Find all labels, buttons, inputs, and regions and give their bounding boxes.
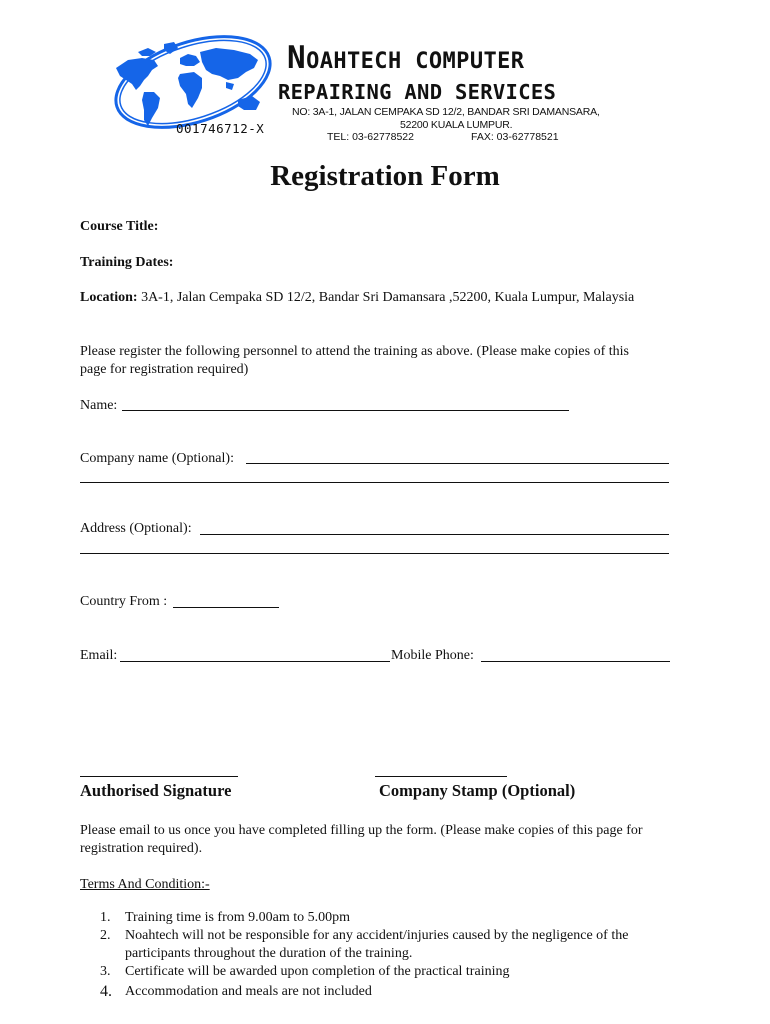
company-name-line2: REPAIRING AND SERVICES [278,80,557,104]
terms-item [80,909,700,927]
signature-line[interactable] [80,776,238,777]
terms-item-number: 2. [100,928,111,943]
terms-heading: Terms And Condition:- [80,877,210,892]
country-label: Country From : [80,594,168,609]
terms-item-number: 4. [100,983,112,1000]
company-name-rest: OAHTECH COMPUTER [306,49,525,74]
address-field-line2[interactable] [80,553,669,554]
name-label: Name: [80,398,118,413]
mobile-phone-label: Mobile Phone: [391,648,474,663]
terms-item-text: Training time is from 9.00am to 5.00pm [125,910,351,925]
company-initial: N [287,40,307,76]
terms-item-text-continued: participants throughout the duration of the training. [125,946,413,961]
terms-item-text: Certificate will be awarded upon completion of the practical training [125,964,510,979]
address-field[interactable] [200,534,669,535]
mobile-phone-field[interactable] [481,661,670,662]
company-name-field[interactable] [246,463,669,464]
location-row [80,289,634,307]
country-field[interactable] [173,607,279,608]
terms-list [80,909,700,1001]
name-field[interactable] [122,410,569,411]
terms-item-number: 1. [100,910,111,925]
company-name-label: Company name (Optional): [80,451,234,466]
signature-label: Authorised Signature [80,781,232,800]
terms-item [80,963,700,981]
terms-item [80,927,700,963]
course-title-label: Course Title: [80,219,159,234]
email-field[interactable] [120,661,390,662]
location-value: 3A-1, Jalan Cempaka SD 12/2, Bandar Sri Damansara ,52200, Kuala Lumpur, Malaysia [141,290,635,305]
closing-instruction-line1: Please email to us once you have completed filling up the form. (Please make copies of this page for [80,823,643,838]
company-stamp-line[interactable] [375,776,507,777]
email-label: Email: [80,648,118,663]
terms-item-number: 3. [100,964,111,979]
terms-item-text: Accommodation and meals are not included [125,984,372,999]
terms-item [80,983,700,1001]
company-address-line1: NO: 3A-1, JALAN CEMPAKA SD 12/2, BANDAR SRI DAMANSARA, [292,106,600,118]
company-name-line1 [287,40,524,76]
instruction-line1: Please register the following personnel to attend the training as above. (Please make copies of this [80,344,629,359]
training-dates-label: Training Dates: [80,255,174,270]
page-title: Registration Form [270,160,500,192]
registration-number: 001746712-X [176,121,265,136]
company-stamp-label: Company Stamp (Optional) [379,781,576,800]
terms-item-text: Noahtech will not be responsible for any accident/injuries caused by the negligence of the [125,928,629,943]
company-address-line2: 52200 KUALA LUMPUR. [400,119,513,131]
company-name-field-line2[interactable] [80,482,669,483]
address-label: Address (Optional): [80,521,192,536]
company-fax: FAX: 03-62778521 [471,131,559,143]
instruction-line2: page for registration required) [80,362,249,377]
closing-instruction-line2: registration required). [80,841,203,856]
company-telephone: TEL: 03-62778522 [327,131,414,143]
location-label: Location: [80,290,138,305]
